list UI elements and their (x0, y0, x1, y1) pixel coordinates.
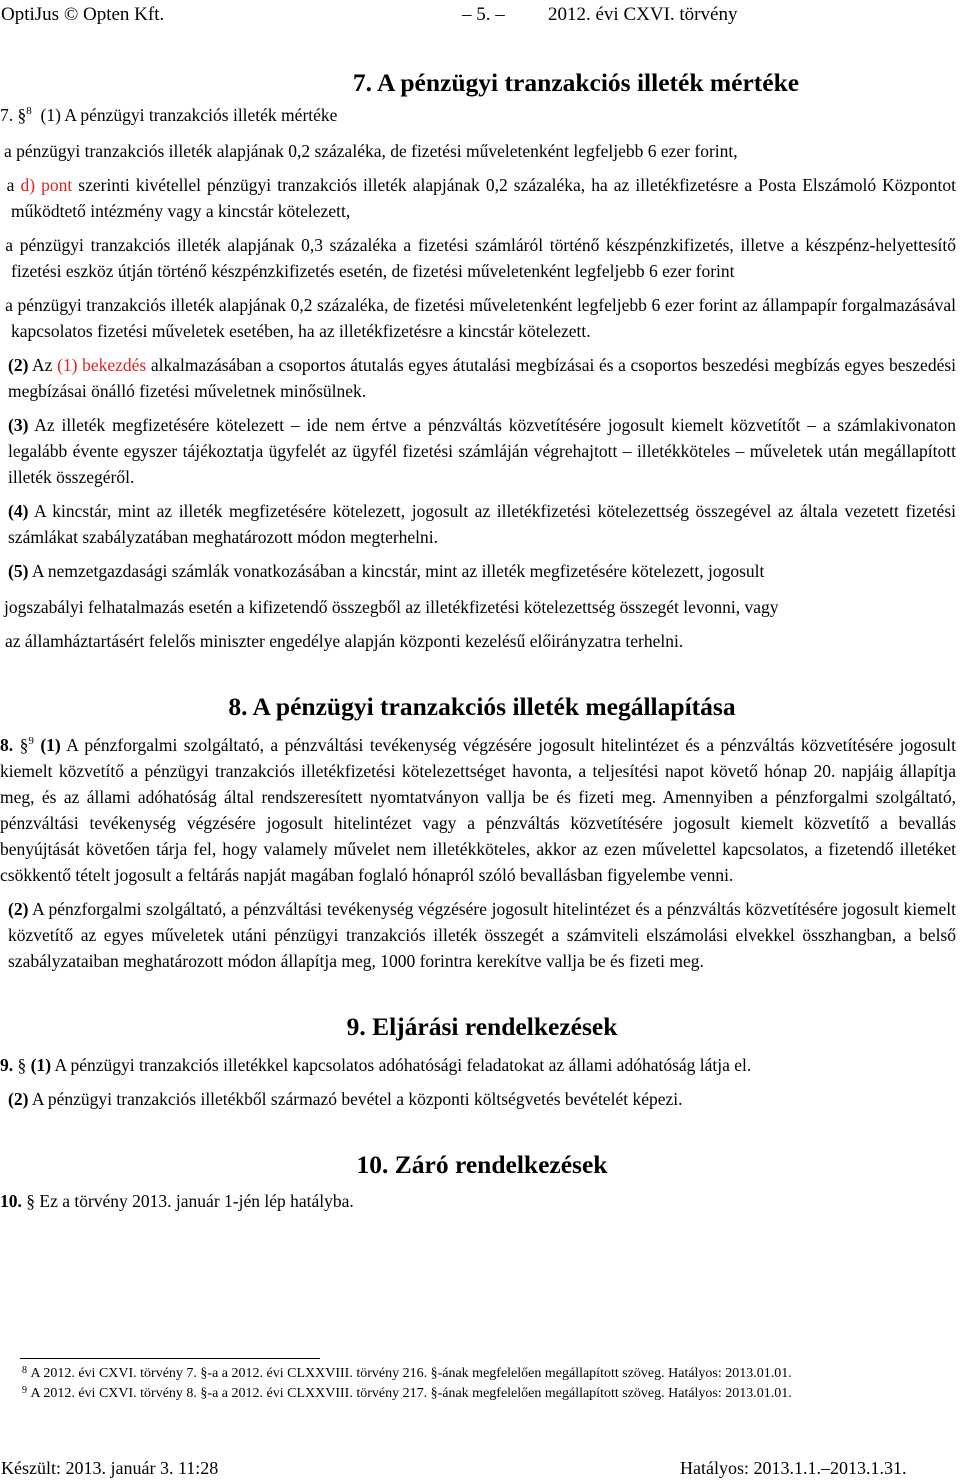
created-date: Készült: 2013. január 3. 11:28 (1, 1458, 219, 1478)
paragraph-8-2: (2) A pénzforgalmi szolgáltató, a pénzváltási tevékenység végzésére jogosult hitelintézet és a pénzváltás közvetítésére jogosult kiemelt közvetítő az egyes műveletek utáni pénzügyi tranzakciós illeték összegét a számviteli elszámolási elvekkel összhangban, a belső szabályzataiban meghatározott módon állapítja meg, 1000 forintra kerekítve vallja be és fizeti meg. (8, 899, 956, 971)
link-1-bekezdes[interactable]: (1) bekezdés (57, 355, 147, 375)
paragraph-10: 10. § Ez a törvény 2013. január 1-jén lép hatályba. (0, 1191, 354, 1211)
link-d-pont[interactable]: d) pont (20, 175, 73, 195)
footnote-8: $^8$ A 2012. évi CXVI. törvény 7. §-a a 2012. évi CLXXVIII. törvény 216. §-ának megfelelően megállapított szöveg. Hatályos: 2013.01.01. (22, 1365, 792, 1381)
point-b: a d) pont szerinti kivétellel pénzügyi tranzakciós illeték alapjának 0,2 százaléka, ha az illetékfizetésre a Posta Elszámoló Központot működtető intézmény vagy a kincstár kötelezett, (6, 175, 957, 221)
document-body (0, 66, 957, 1214)
point-a: a pénzügyi tranzakciós illeték alapjának 0,2 százaléka, de fizetési műveletenként legfeljebb 6 ezer forint, (3, 141, 738, 161)
section-9-title: 9. Eljárási rendelkezések (346, 1012, 618, 1041)
footnote-9: $^9$ A 2012. évi CXVI. törvény 8. §-a a 2012. évi CLXXVIII. törvény 217. §-ának megfelelően megállapított szöveg. Hatályos: 2013.01.01. (22, 1385, 792, 1401)
law-title: 2012. évi CXVI. törvény (548, 4, 738, 25)
section-7-title: 7. A pénzügyi tranzakciós illeték mértéke (352, 68, 800, 97)
section-8-title: 8. A pénzügyi tranzakciós illeték megállapítása (228, 692, 736, 721)
footnote-divider (20, 1358, 320, 1359)
paragraph-9-2: (2) A pénzügyi tranzakciós illetékből származó bevétel a központi költségvetés bevételét képezi. (8, 1089, 683, 1109)
point-c: a pénzügyi tranzakciós illeték alapjának 0,3 százaléka a fizetési számláról történő készpénzkifizetés, illetve a készpénz-helyettesítő fizetési eszköz útján történő készpénzkifizetés esetén, de fizetési műveletenként legfeljebb 6 ezer forint (5, 235, 956, 281)
paragraph-7-4: (4) A kincstár, mint az illeték megfizetésére kötelezett, jogosult az illetékfizetési kötelezettség összegével az általa vezetett fizetési számlákat szabályzatában meghatározott módon megterhelni. (8, 501, 956, 547)
point-d: a pénzügyi tranzakciós illeték alapjának 0,2 százaléka, de fizetési műveletenként legfeljebb 6 ezer forint az állampapír forgalmazásával kapcsolatos fizetési műveletek esetében, ha az illetékfizetésre a kincstár kötelezett. (5, 295, 956, 341)
page-header (0, 0, 960, 26)
paragraph-9-1: 9. § (1) A pénzügyi tranzakciós illetékkel kapcsolatos adóhatósági feladatokat az állami adóhatóság látja el. (0, 1055, 752, 1075)
paragraph-7-3: (3) Az illeték megfizetésére kötelezett – ide nem értve a pénzváltás közvetítésére jogosult kiemelt közvetítőt – a számlakivonaton legalább évente egyszer tájékoztatja ügyfelét az ügyfél fizetési számláján végrehajtott – illetékköteles – műveletek után megállapított illeték összegéről. (8, 415, 956, 487)
footnote-ref-9[interactable]: 9 (28, 735, 34, 747)
section-7-lead: 7. §$^8$ (1) A pénzügyi tranzakciós illeték mértéke (0, 105, 338, 125)
paragraph-7-2: (2) Az (1) bekezdés alkalmazásában a csoportos átutalás egyes átutalási megbízásai és a csoportos beszedési megbízás egyes beszedési megbízásai önálló fizetési műveletnek minősülnek. (8, 355, 957, 401)
page-number: – 5. – (462, 4, 505, 25)
paragraph-7-5: (5) A nemzetgazdasági számlák vonatkozásában a kincstár, mint az illeték megfizetésére kötelezett, jogosult (8, 561, 765, 581)
point-5a: jogszabályi felhatalmazás esetén a kifizetendő összegből az illetékfizetési kötelezettség összegét levonni, vagy (3, 597, 779, 617)
footnote-ref-8[interactable]: 8 (26, 105, 32, 117)
paragraph-8-1: 8. §$^9$ (1) A pénzforgalmi szolgáltató, a pénzváltási tevékenység végzésére jogosult hitelintézet és a pénzváltás közvetítésére jogosult kiemelt közvetítő a pénzügyi tranzakciós illetékfizetési kötelezettséget havonta, a teljesítési napot követő hónap 20. napjáig állapítja meg, és az állami adóhatóság által rendszeresített nyomtatványon vallja be és fizeti meg. Amennyiben a pénzforgalmi szolgáltató, pénzváltási tevékenység végzésére jogosult hitelintézet vagy a pénzváltás közvetítésére jogosult kiemelt közvetítő a bevallás benyújtását követően tárja fel, hogy valamely művelet nem illetékköteles, akkor az ezen művelettel kapcsolatos, a fizetendő illetéket csökkentő tételt jogosult a feltárás napját magában foglaló hónapról szóló bevallásban figyelembe venni. (0, 735, 957, 885)
effective-period: Hatályos: 2013.1.1.–2013.1.31. (680, 1458, 907, 1478)
section-10-title: 10. Záró rendelkezések (356, 1150, 608, 1179)
publisher-label: OptiJus © Opten Kft. (1, 4, 165, 25)
point-5b: az államháztartásért felelős miniszter engedélye alapján központi kezelésű előirányzatra terhelni. (4, 631, 684, 651)
